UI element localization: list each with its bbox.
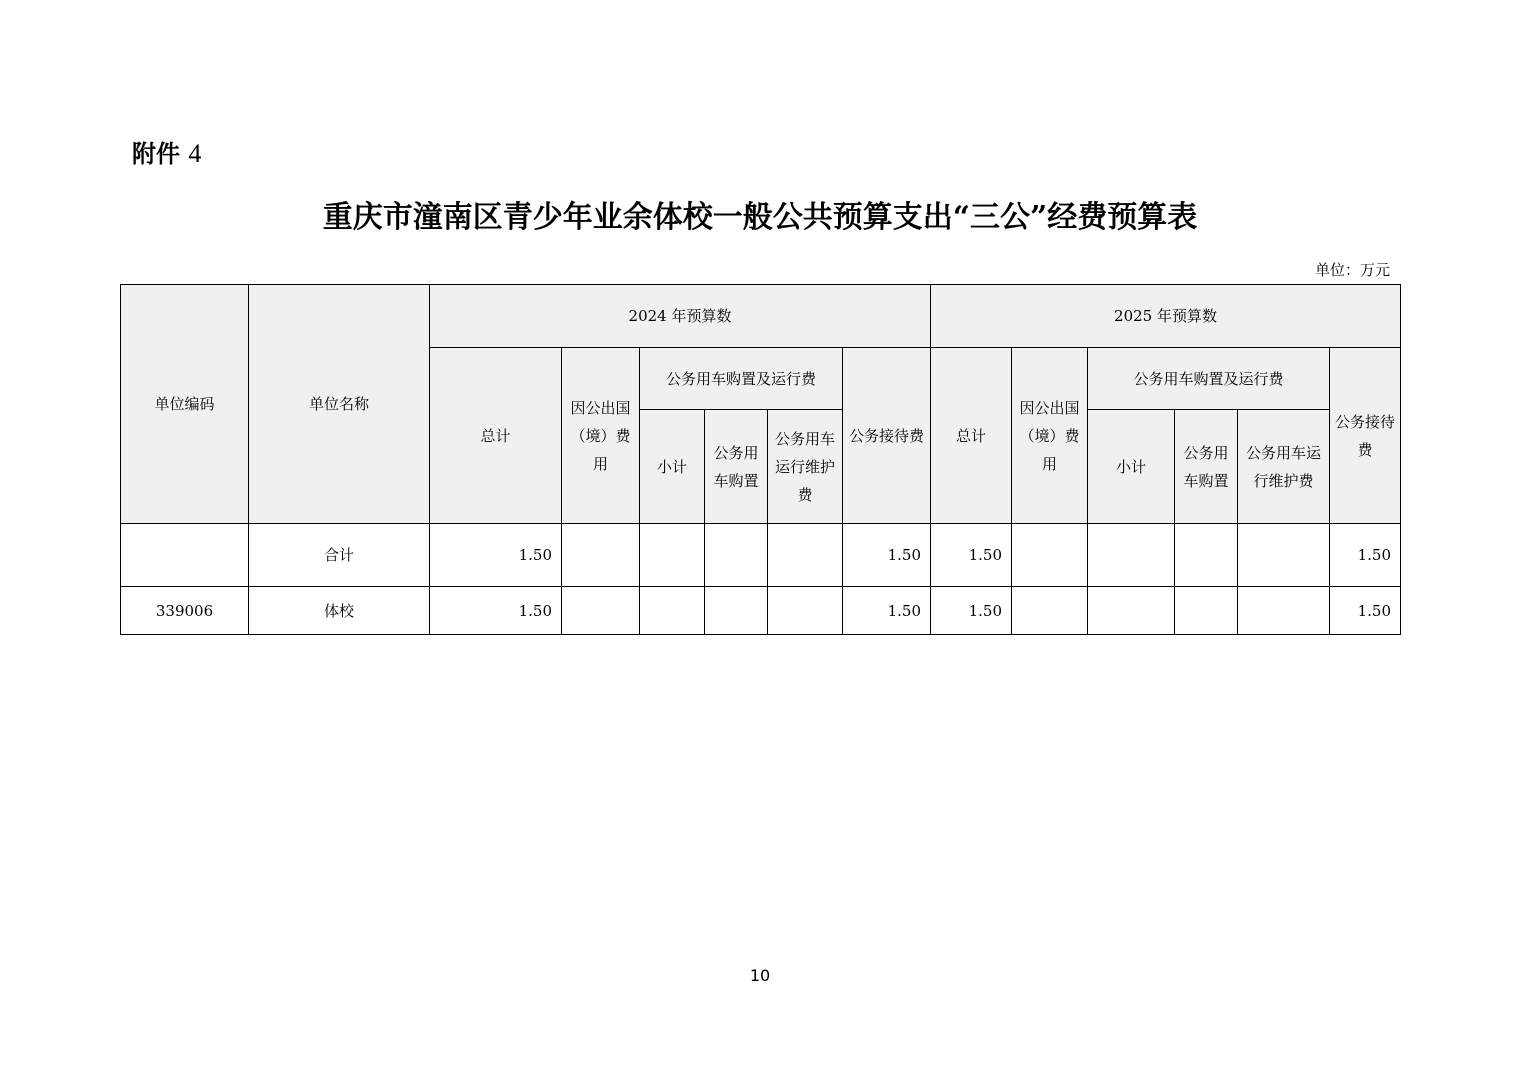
cell-2025-maint	[1238, 524, 1330, 587]
header-2025-vehicle-maint: 公务用车运行维护费	[1238, 410, 1330, 524]
unit-label: 单位：万元	[1314, 261, 1390, 279]
cell-2025-purchase	[1175, 587, 1238, 635]
cell-2025-reception: 1.50	[1330, 524, 1401, 587]
attachment-label	[132, 134, 201, 169]
cell-2024-maint	[768, 587, 843, 635]
header-2024-abroad: 因公出国（境）费用	[562, 348, 640, 524]
header-2024-total: 总计	[430, 348, 562, 524]
cell-2024-subtotal	[640, 587, 705, 635]
attachment-text: 附件	[132, 140, 180, 168]
header-2024-vehicle-maint: 公务用车运行维护费	[768, 410, 843, 524]
header-2025-subtotal: 小计	[1088, 410, 1175, 524]
budget-table	[120, 284, 1401, 635]
header-2025-vehicle-group: 公务用车购置及运行费	[1088, 348, 1330, 410]
cell-2025-purchase	[1175, 524, 1238, 587]
cell-2025-subtotal	[1088, 587, 1175, 635]
header-2025-reception: 公务接待费	[1330, 348, 1401, 524]
table-row	[121, 587, 1401, 635]
cell-2024-reception: 1.50	[843, 587, 931, 635]
header-year-2024: 2024 年预算数	[430, 285, 931, 348]
cell-2024-purchase	[705, 524, 768, 587]
cell-2024-total: 1.50	[430, 524, 562, 587]
cell-2024-maint	[768, 524, 843, 587]
header-2025-total: 总计	[931, 348, 1012, 524]
header-2025-abroad: 因公出国（境）费用	[1012, 348, 1088, 524]
cell-2024-abroad	[562, 524, 640, 587]
cell-2024-total: 1.50	[430, 587, 562, 635]
cell-2025-total: 1.50	[931, 587, 1012, 635]
cell-code: 339006	[121, 587, 249, 635]
cell-2024-subtotal	[640, 524, 705, 587]
cell-2025-reception: 1.50	[1330, 587, 1401, 635]
cell-name: 体校	[249, 587, 430, 635]
header-2024-vehicle-group: 公务用车购置及运行费	[640, 348, 843, 410]
page-number: 10	[749, 966, 771, 985]
cell-2025-abroad	[1012, 587, 1088, 635]
cell-2024-reception: 1.50	[843, 524, 931, 587]
cell-name: 合计	[249, 524, 430, 587]
table-row-total	[121, 524, 1401, 587]
cell-2025-subtotal	[1088, 524, 1175, 587]
cell-2024-purchase	[705, 587, 768, 635]
cell-code	[121, 524, 249, 587]
header-2024-vehicle-purchase: 公务用车购置	[705, 410, 768, 524]
header-2025-vehicle-purchase: 公务用车购置	[1175, 410, 1238, 524]
header-year-2025: 2025 年预算数	[931, 285, 1401, 348]
header-2024-subtotal: 小计	[640, 410, 705, 524]
header-unit-name: 单位名称	[249, 285, 430, 524]
header-2024-reception: 公务接待费	[843, 348, 931, 524]
page-title: 重庆市潼南区青少年业余体校一般公共预算支出“三公”经费预算表	[322, 200, 1198, 235]
cell-2024-abroad	[562, 587, 640, 635]
cell-2025-maint	[1238, 587, 1330, 635]
cell-2025-total: 1.50	[931, 524, 1012, 587]
header-unit-code: 单位编码	[121, 285, 249, 524]
cell-2025-abroad	[1012, 524, 1088, 587]
attachment-number: 4	[188, 139, 202, 168]
